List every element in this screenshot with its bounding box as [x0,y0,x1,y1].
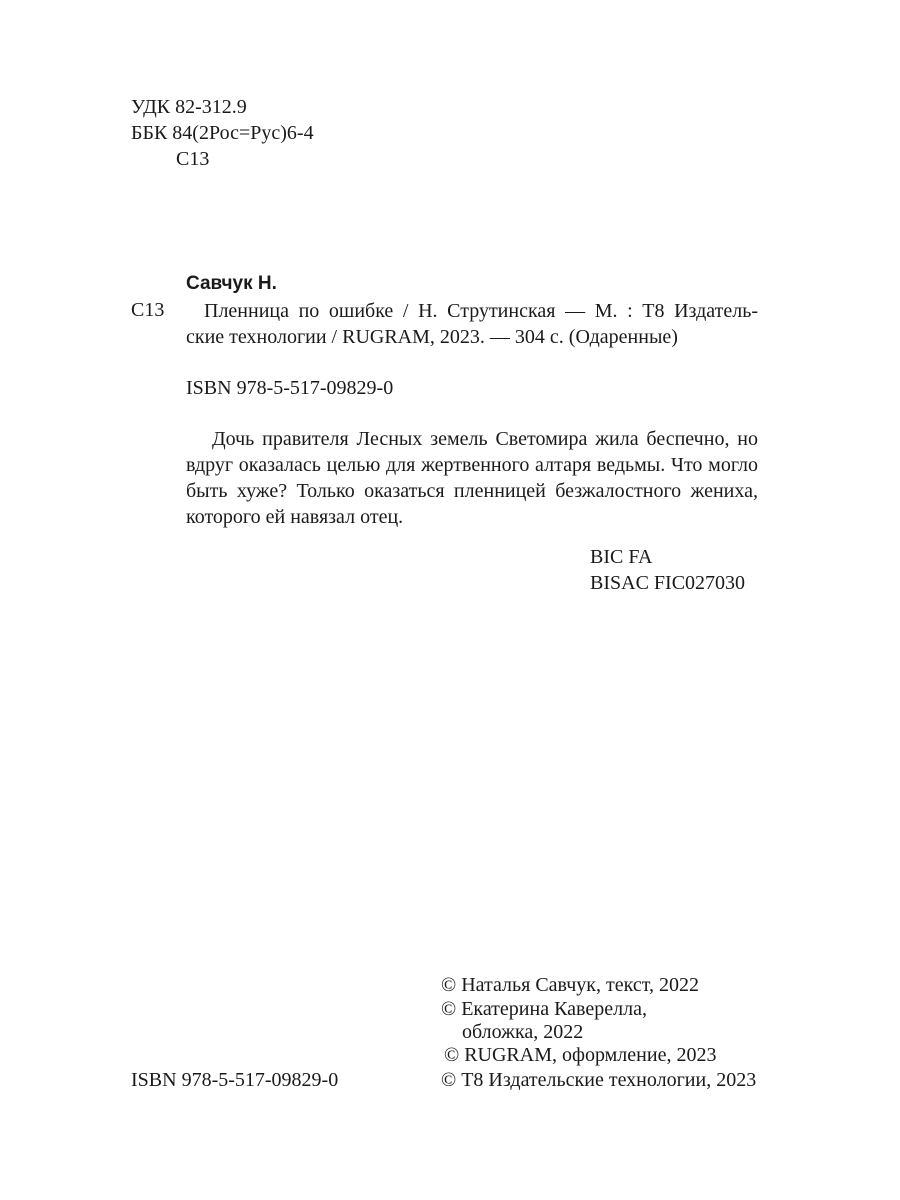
copyright-design: © RUGRAM, оформление, 2023 [444,1044,717,1066]
annotation-line-2: вдруг оказалась целью для жертвенного алтаря ведьмы. Что могло [186,454,758,476]
title-line-2: ские технологии / RUGRAM, 2023. — 304 с. (Одаренные) [186,326,678,348]
copyright-cover-cont: обложка, 2022 [462,1021,584,1043]
annotation [186,426,758,530]
annotation-line-4: которого ей навязал отец. [186,506,404,528]
bic-code: BIC FA [590,546,653,568]
annotation-line-1: Дочь правителя Лесных земель Светомира жила беспечно, но [212,428,758,450]
udk-code: УДК 82-312.9 [131,96,247,118]
footer-isbn: ISBN 978-5-517-09829-0 [131,1069,339,1091]
title-line-1: Пленница по ошибке / Н. Струтинская — М. : Т8 Издатель- [204,300,758,322]
record-isbn: ISBN 978-5-517-09829-0 [186,377,394,399]
copyright-publisher: © Т8 Издательские технологии, 2023 [441,1069,757,1091]
author-mark-top: С13 [176,148,210,170]
bbk-code: ББК 84(2Рос=Рус)6-4 [131,122,314,144]
copyright-text: © Наталья Савчук, текст, 2022 [441,974,699,996]
copyright-cover: © Екатерина Каверелла, [441,998,647,1020]
bisac-code: BISAC FIC027030 [590,572,746,594]
title-description [186,298,758,350]
author-mark-record: С13 [131,299,165,321]
author-heading: Савчук Н. [186,273,277,294]
annotation-line-3: быть хуже? Только оказаться пленницей безжалостного жениха, [186,480,758,502]
